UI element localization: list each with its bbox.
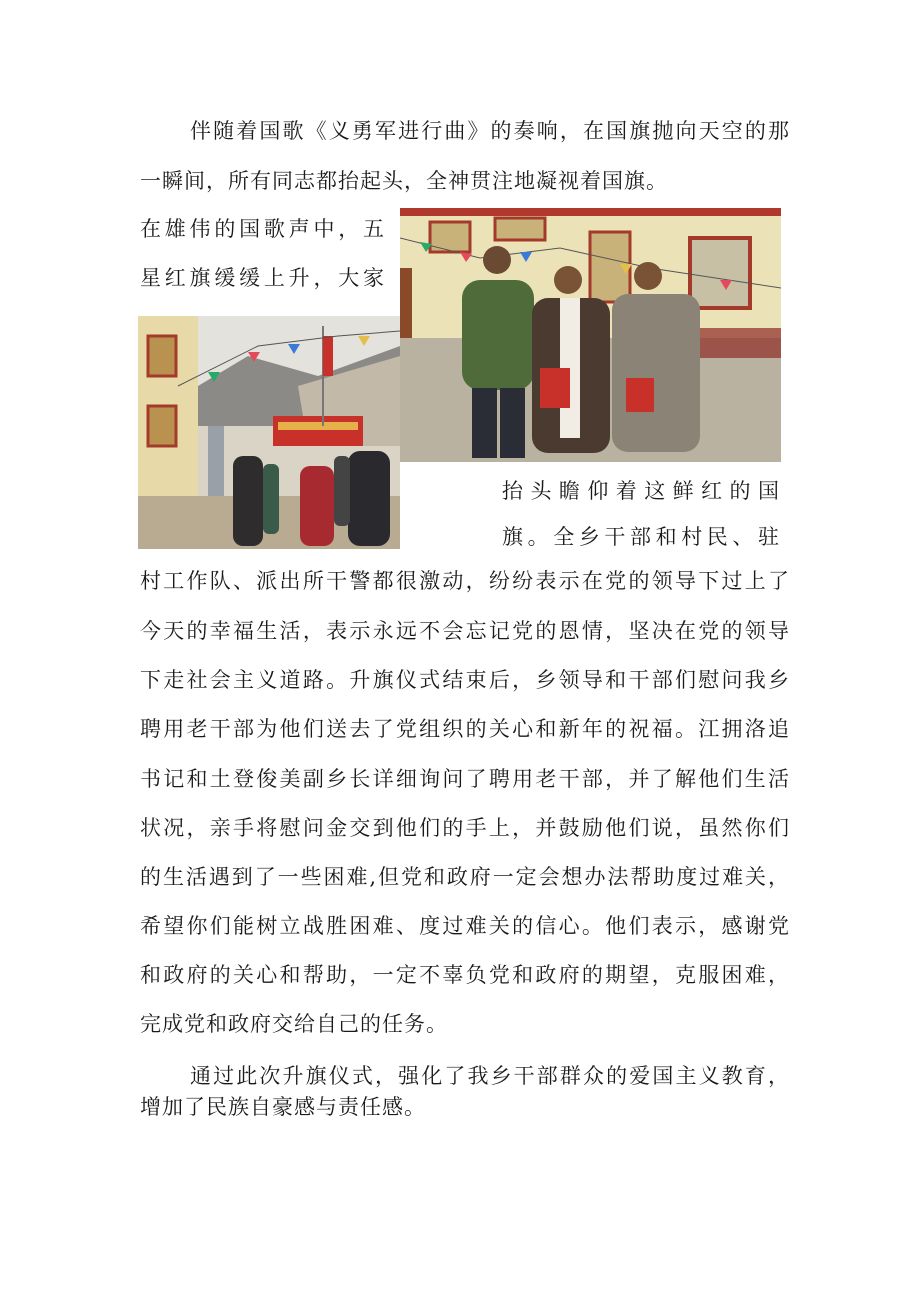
wrap-left-line-1: 在雄伟的国歌声中，五 bbox=[140, 217, 385, 241]
paragraph-3-line-1: 通过此次升旗仪式，强化了我乡干部群众的爱国主义教育， bbox=[190, 1064, 790, 1088]
paragraph-1-line-2: 一瞬间，所有同志都抬起头，全神贯注地凝视着国旗。 bbox=[140, 169, 668, 193]
paragraph-2-line: 和政府的关心和帮助，一定不辜负党和政府的期望，克服困难， bbox=[140, 963, 790, 987]
paragraph-2-line: 希望你们能树立战胜困难、度过难关的信心。他们表示，感谢党 bbox=[140, 914, 790, 938]
paragraph-2-line: 状况，亲手将慰问金交到他们的手上，并鼓励他们说，虽然你们 bbox=[140, 816, 790, 840]
paragraph-2-line: 书记和土登俊美副乡长详细询问了聘用老干部，并了解他们生活 bbox=[140, 767, 790, 791]
wrap-right-line-1: 抬头瞻仰着这鲜红的国 bbox=[502, 479, 780, 503]
paragraph-1-line-1: 伴随着国歌《义勇军进行曲》的奏响，在国旗抛向天空的那 bbox=[190, 119, 790, 143]
paragraph-2-line: 完成党和政府交给自己的任务。 bbox=[140, 1012, 448, 1036]
paragraph-2-line: 今天的幸福生活，表示永远不会忘记党的恩情，坚决在党的领导 bbox=[140, 619, 790, 643]
paragraph-2-line: 下走社会主义道路。升旗仪式结束后，乡领导和干部们慰问我乡 bbox=[140, 668, 790, 692]
photo-officials-group bbox=[400, 208, 781, 462]
wrap-left-line-2: 星红旗缓缓上升，大家 bbox=[140, 266, 385, 290]
paragraph-2-line: 的生活遇到了一些困难,但党和政府一定会想办法帮助度过难关， bbox=[140, 865, 790, 889]
paragraph-2-line: 村工作队、派出所干警都很激动，纷纷表示在党的领导下过上了 bbox=[140, 569, 790, 593]
wrap-right-line-2: 旗。全乡干部和村民、驻 bbox=[502, 525, 780, 549]
photo-flag-ceremony bbox=[138, 316, 400, 549]
paragraph-2-line: 聘用老干部为他们送去了党组织的关心和新年的祝福。江拥洛追 bbox=[140, 717, 790, 741]
paragraph-3-line-2: 增加了民族自豪感与责任感。 bbox=[140, 1095, 426, 1119]
